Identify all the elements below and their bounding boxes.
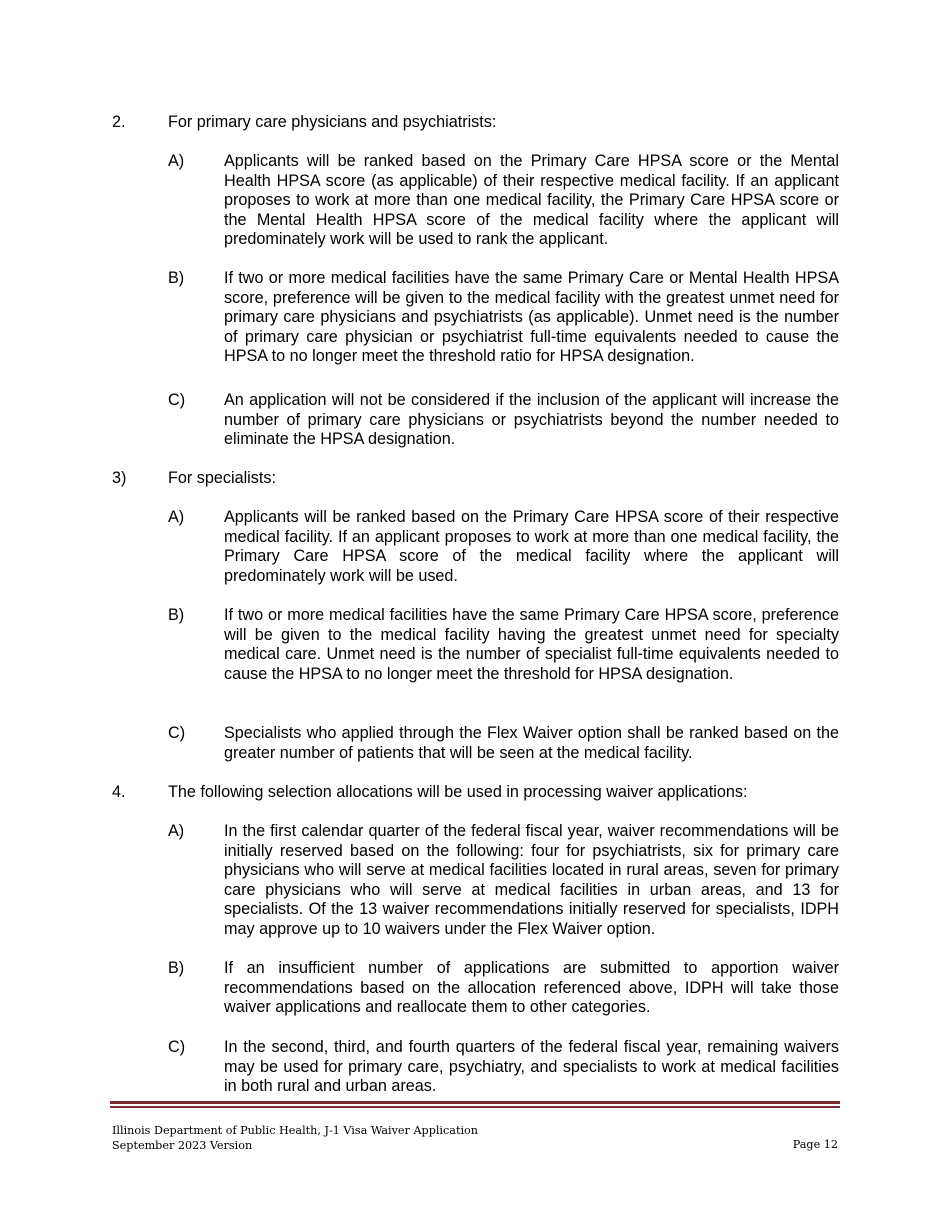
- item-text: In the first calendar quarter of the federal fiscal year, waiver recommendations will be initially reserved based on the following: four for psychiatrists, six for primary care physicians who will serve at medical facilities located in rural areas, seven for primary care physicians who will serve at medical facilities in urban areas, and 13 for specialists. Of the 13 waiver recommendations initially reserved for specialists, IDPH may approve up to 10 waivers under the Flex Waiver option.: [224, 822, 839, 938]
- footer-rule-thin: [110, 1106, 840, 1108]
- item-text: Specialists who applied through the Flex Waiver option shall be ranked based on the greater number of patients that will be seen at the medical facility.: [224, 724, 839, 762]
- section-number: 4.: [112, 783, 126, 801]
- item-label: B): [168, 959, 185, 977]
- footer-rule-thick: [110, 1101, 840, 1104]
- footer-version: September 2023 Version: [112, 1138, 253, 1152]
- page-number: Page 12: [792, 1138, 838, 1151]
- item-label: A): [168, 508, 185, 526]
- item-label: B): [168, 606, 185, 624]
- item-text: If two or more medical facilities have the same Primary Care HPSA score, preference will be given to the medical facility having the greatest unmet need for specialty medical care. Unmet need is the number of specialist full-time equivalents needed to cause the HPSA to no longer meet the threshold for HPSA designation.: [224, 606, 839, 683]
- item-text: Applicants will be ranked based on the Primary Care HPSA score of their respective medical facility. If an applicant proposes to work at more than one medical facility, the Primary Care HPSA score of the medical facility where the applicant will predominately work will be used.: [224, 508, 839, 585]
- item-label: C): [168, 1038, 186, 1056]
- item-text: An application will not be considered if the inclusion of the applicant will increase the number of primary care physicians or psychiatrists beyond the number needed to eliminate the HPSA designation.: [224, 391, 839, 449]
- footer-title: Illinois Department of Public Health, J-1 Visa Waiver Application: [112, 1124, 478, 1137]
- footer-document-info: [112, 1124, 478, 1153]
- item-text: Applicants will be ranked based on the Primary Care HPSA score or the Mental Health HPSA score (as applicable) of their respective medical facility. If an applicant proposes to work at more than one medical facility, the Primary Care HPSA score or the Mental Health HPSA score of the medical facility where the applicant will predominately work will be used to rank the applicant.: [224, 152, 839, 249]
- section-number: 3): [112, 469, 127, 487]
- section-title: The following selection allocations will be used in processing waiver applications:: [168, 783, 748, 801]
- item-label: A): [168, 152, 185, 170]
- item-text: If two or more medical facilities have the same Primary Care or Mental Health HPSA score, preference will be given to the medical facility with the greatest unmet need for primary care physicians and psychiatrists (as applicable). Unmet need is the number of primary care physician or psychiatrist full-time equivalents needed to cause the HPSA to no longer meet the threshold ratio for HPSA designation.: [224, 269, 839, 366]
- item-label: C): [168, 724, 186, 742]
- section-title: For primary care physicians and psychiatrists:: [168, 113, 497, 131]
- item-label: C): [168, 391, 186, 409]
- section-title: For specialists:: [168, 469, 276, 487]
- item-text: If an insufficient number of applications are submitted to apportion waiver recommendations based on the allocation referenced above, IDPH will take those waiver applications and reallocate them to other categories.: [224, 959, 839, 1017]
- item-label: B): [168, 269, 185, 287]
- section-number: 2.: [112, 113, 126, 131]
- item-label: A): [168, 822, 185, 840]
- item-text: In the second, third, and fourth quarters of the federal fiscal year, remaining waivers may be used for primary care, psychiatry, and specialists to work at medical facilities in both rural and urban areas.: [224, 1038, 839, 1096]
